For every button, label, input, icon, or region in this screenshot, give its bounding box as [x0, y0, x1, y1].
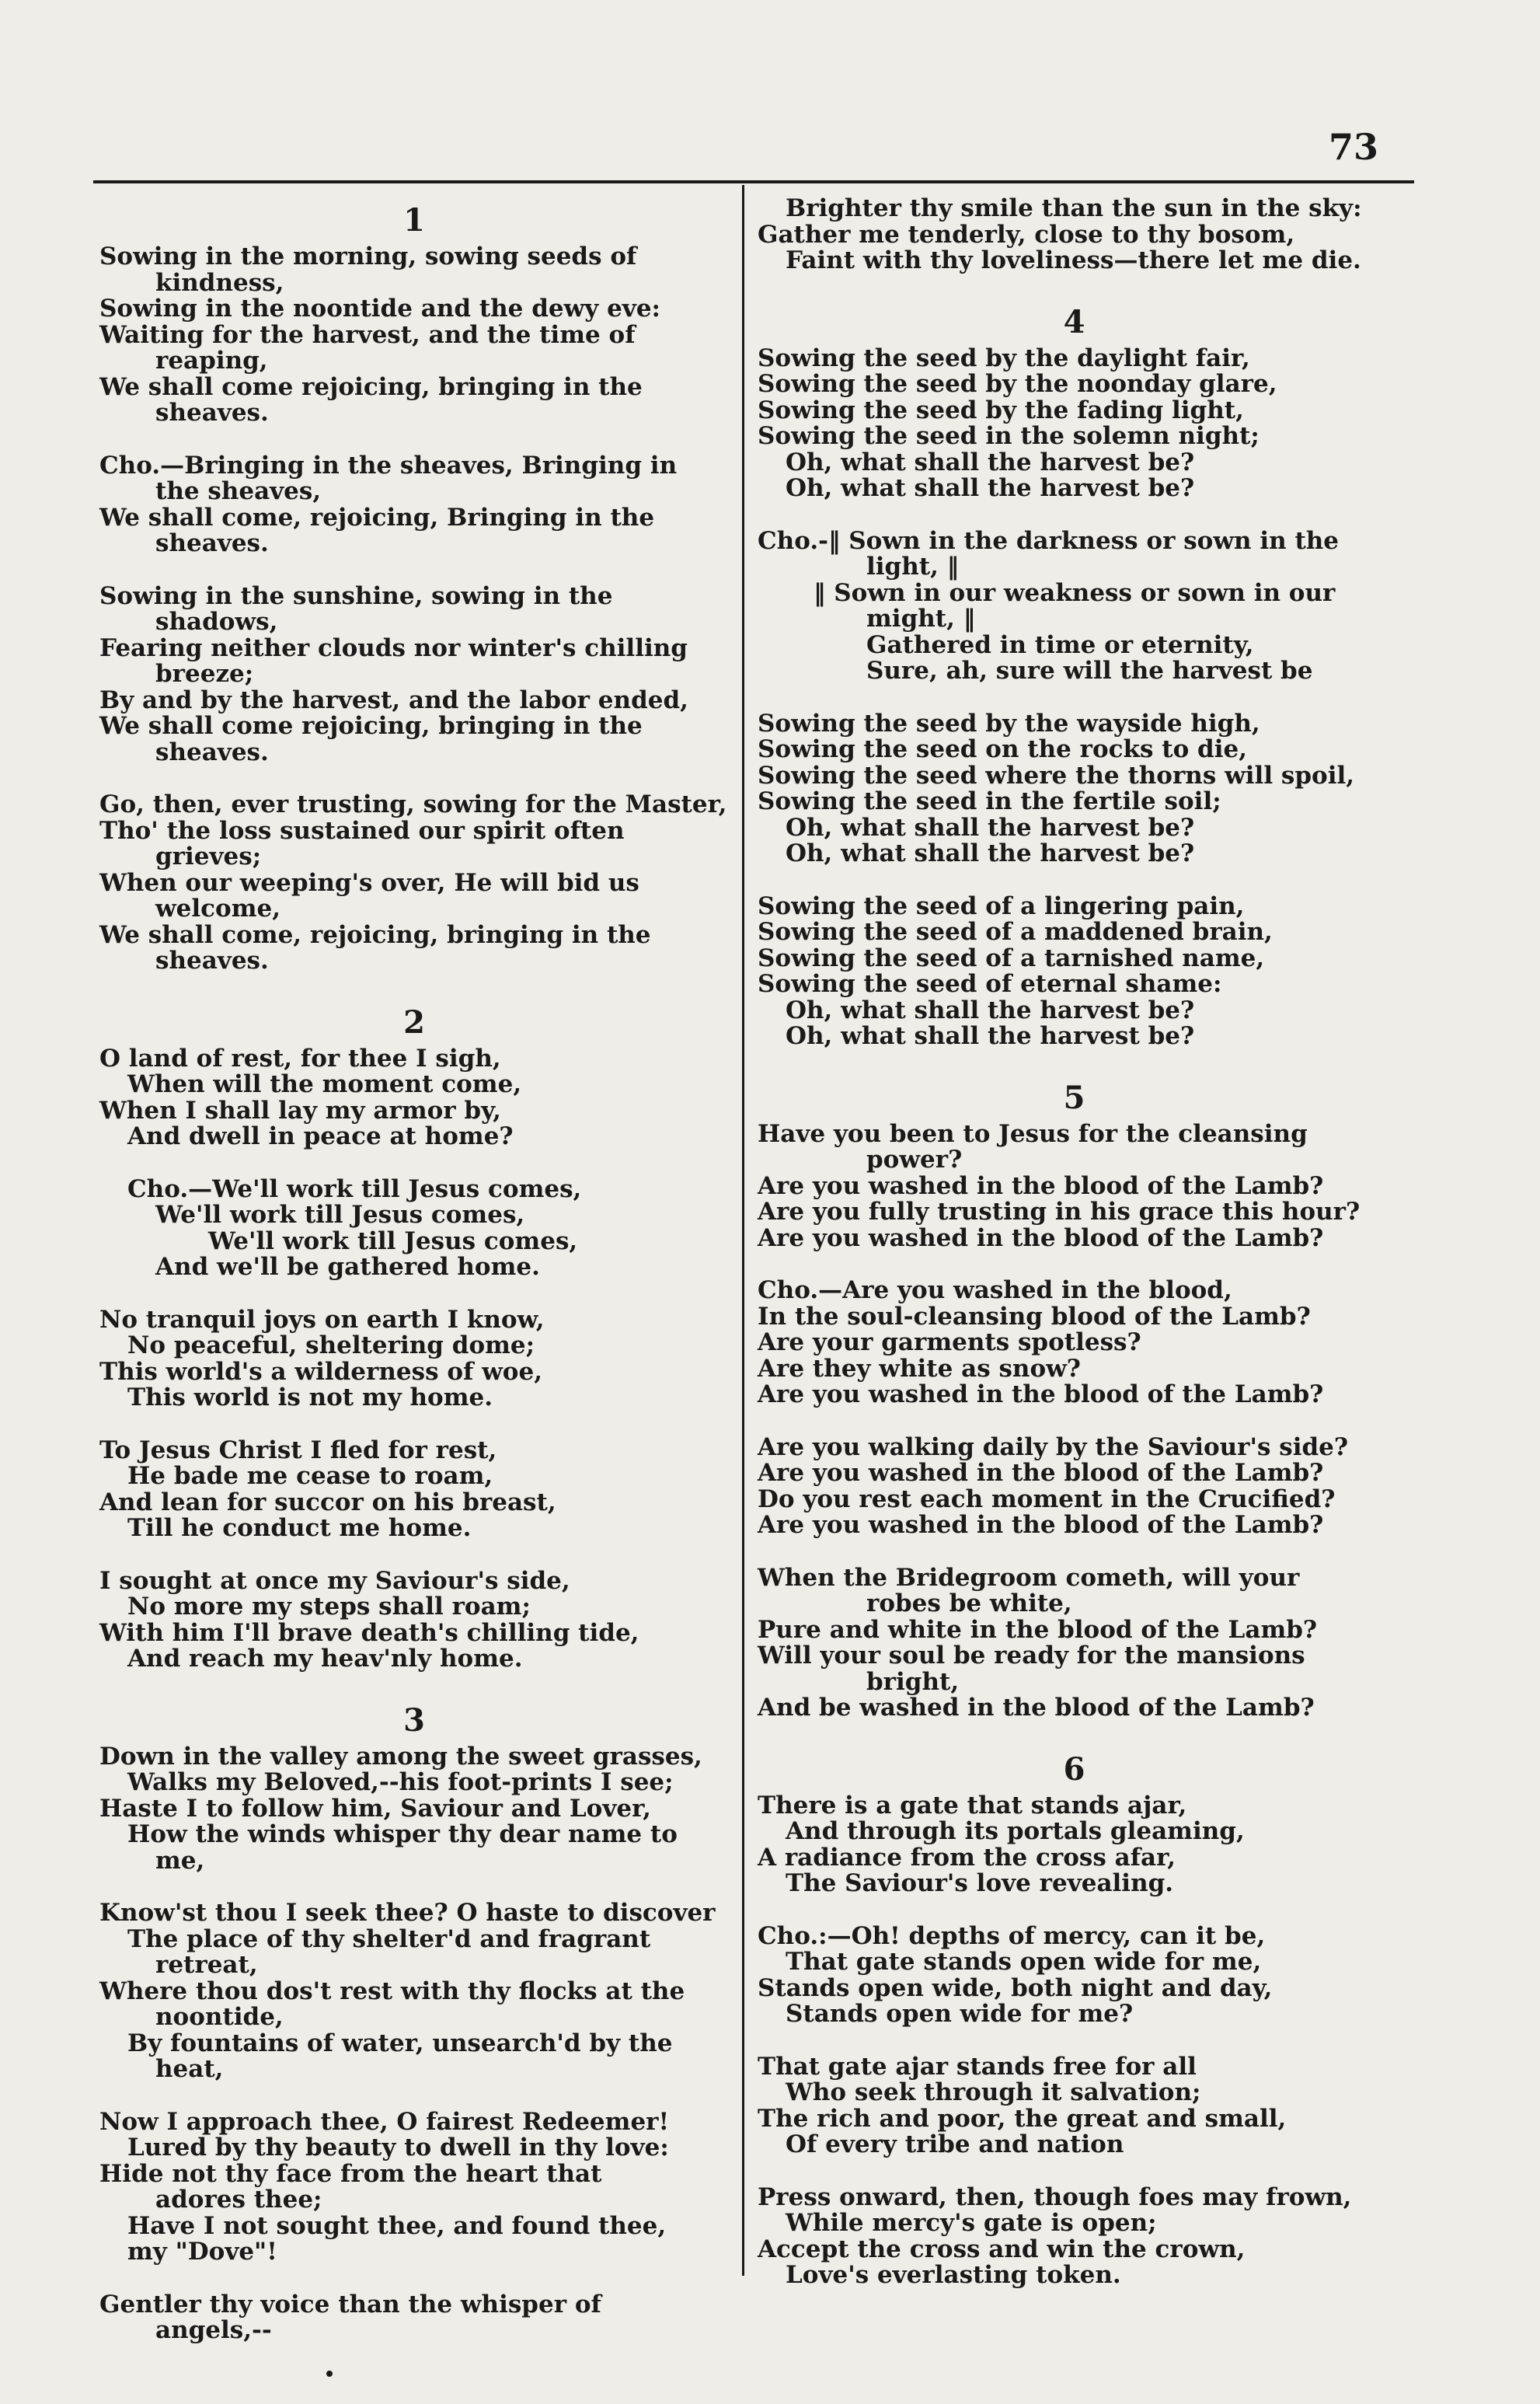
verse-line: Sowing the seed of a lingering pain,	[758, 891, 1245, 920]
stanza	[758, 2182, 1391, 2289]
verse-line: Gather me tenderly, close to thy bosom,	[758, 220, 1295, 249]
verse-line: And we'll be gathered home.	[155, 1253, 540, 1281]
verse-line: We shall come rejoicing, bringing in the	[99, 372, 643, 401]
verse-line: We'll work till Jesus comes,	[155, 1201, 525, 1229]
verse-line: When will the moment come,	[127, 1070, 522, 1098]
verse-line: I sought at once my Saviour's side,	[99, 1566, 570, 1595]
stanza	[758, 1119, 1391, 1252]
verse-line: Are you washed in the blood of the Lamb?	[758, 1459, 1324, 1487]
verse-line: Oh, what shall the harvest be?	[786, 996, 1195, 1024]
verse-line: With him I'll brave death's chilling tide,	[99, 1618, 639, 1647]
stanza	[758, 711, 1391, 867]
verse-line: While mercy's gate is open;	[786, 2209, 1157, 2237]
verse-line: We shall come, rejoicing, bringing in the	[99, 920, 651, 949]
verse-line: heat,	[155, 2055, 224, 2083]
verse-line: Are you washed in the blood of the Lamb?	[758, 1380, 1324, 1408]
verse-line: Go, then, ever trusting, sowing for the Master,	[99, 790, 727, 818]
stanza	[758, 196, 1391, 274]
verse-line: sheaves.	[155, 738, 269, 766]
stanza	[758, 1921, 1391, 2028]
stanza	[758, 1565, 1391, 1722]
verse-line: Sowing the seed on the rocks to die,	[758, 735, 1248, 763]
verse-line: Of every tribe and nation	[786, 2130, 1124, 2158]
stanza	[99, 1568, 729, 1673]
verse-line: And lean for succor on his breast,	[99, 1488, 556, 1516]
stanza	[99, 1307, 729, 1411]
verse-line: Sowing in the noontide and the dewy eve:	[99, 295, 660, 323]
verse-line: Will your soul be ready for the mansions	[758, 1642, 1305, 1670]
verse-line: By fountains of water, unsearch'd by the	[127, 2029, 673, 2057]
hymn-number: 3	[403, 1701, 425, 1739]
verse-line: Gentler thy voice than the whisper of	[99, 2290, 601, 2319]
verse-line: To Jesus Christ I fled for rest,	[99, 1436, 497, 1464]
verse-line: breeze;	[155, 660, 254, 688]
verse-line: Waiting for the harvest, and the time of	[99, 320, 636, 349]
verse-line: my "Dove"!	[127, 2238, 277, 2266]
verse-line: light, ‖	[866, 553, 960, 581]
verse-line: Are you washed in the blood of the Lamb?	[758, 1223, 1324, 1252]
verse-line: Oh, what shall the harvest be?	[786, 813, 1195, 842]
verse-line: Sowing the seed of eternal shame:	[758, 970, 1222, 998]
stanza	[99, 1046, 729, 1150]
verse-line: By and by the harvest, and the labor ended,	[99, 686, 688, 714]
verse-line: Gathered in time or eternity,	[866, 630, 1254, 659]
verse-line: sheaves.	[155, 399, 269, 427]
verse-line: power?	[866, 1146, 963, 1174]
verse-line: And be washed in the blood of the Lamb?	[758, 1694, 1315, 1722]
verse-line: Sowing the seed of a maddened brain,	[758, 918, 1273, 946]
hymn-number: 1	[403, 202, 425, 239]
verse-line: Cho.—We'll work till Jesus comes,	[127, 1174, 582, 1203]
verse-line: And dwell in peace at home?	[127, 1122, 514, 1150]
verse-line: How the winds whisper thy dear name to	[127, 1820, 678, 1848]
verse-line: And reach my heav'nly home.	[127, 1645, 523, 1673]
stanza	[758, 1278, 1391, 1408]
stanza	[758, 1793, 1391, 1897]
verse-line: Sowing the seed by the daylight fair,	[758, 344, 1250, 372]
verse-line: Sowing the seed of a tarnished name,	[758, 944, 1265, 972]
verse-line: Sowing the seed in the fertile soil;	[758, 787, 1221, 815]
verse-line: Are you washed in the blood of the Lamb?	[758, 1171, 1324, 1200]
verse-line: No peaceful, sheltering dome;	[127, 1331, 535, 1359]
verse-line: Are you fully trusting in his grace this hour?	[758, 1198, 1361, 1226]
verse-line: Fearing neither clouds nor winter's chilling	[99, 633, 688, 662]
verse-line: The Saviour's love revealing.	[786, 1869, 1174, 1897]
hymn-number: 4	[1063, 303, 1085, 340]
verse-line: Cho.—Bringing in the sheaves, Bringing in	[99, 451, 678, 480]
verse-line: Brighter thy smile than the sun in the sky:	[786, 194, 1362, 222]
verse-line: When our weeping's over, He will bid us	[99, 868, 639, 897]
verse-line: Sowing the seed in the solemn night;	[758, 422, 1260, 450]
verse-line: This world's a wilderness of woe,	[99, 1357, 543, 1386]
hymn-number: 6	[1063, 1750, 1085, 1788]
verse-line: angels,--	[155, 2316, 272, 2344]
ink-speck	[326, 2371, 333, 2377]
verse-line: When I shall lay my armor by,	[99, 1096, 501, 1125]
verse-line: When the Bridegroom cometh, will your	[758, 1563, 1300, 1592]
hymn-number: 2	[403, 1003, 425, 1041]
right-column	[758, 196, 1391, 2315]
verse-line: noontide,	[155, 2003, 284, 2031]
left-column	[99, 196, 729, 2371]
verse-line: welcome,	[155, 895, 281, 923]
stanza	[99, 2109, 729, 2266]
verse-line: Down in the valley among the sweet grasses,	[99, 1742, 702, 1771]
stanza	[99, 1900, 729, 2083]
verse-line: Know'st thou I seek thee? O haste to discover	[99, 1899, 716, 1927]
stanza	[99, 244, 729, 427]
verse-line: Where thou dos't rest with thy flocks at the	[99, 1977, 685, 2005]
stanza	[758, 2054, 1391, 2158]
verse-line: Walks my Beloved,--his foot-prints I see;	[127, 1768, 674, 1796]
verse-line: Who seek through it salvation;	[786, 2078, 1201, 2106]
stanza	[758, 891, 1391, 1050]
stanza	[758, 526, 1391, 685]
verse-line: Stands open wide for me?	[786, 2000, 1134, 2028]
verse-line: Faint with thy loveliness—there let me die.	[786, 246, 1361, 274]
verse-line: Now I approach thee, O fairest Redeemer!	[99, 2107, 670, 2136]
stanza	[99, 792, 729, 975]
verse-line: Love's everlasting token.	[786, 2261, 1121, 2289]
verse-line: Have you been to Jesus for the cleansing	[758, 1119, 1308, 1148]
verse-line: sheaves.	[155, 529, 269, 557]
verse-line: Oh, what shall the harvest be?	[786, 1022, 1195, 1050]
verse-line: The place of thy shelter'd and fragrant	[127, 1924, 651, 1953]
verse-line: Oh, what shall the harvest be?	[786, 448, 1195, 476]
column-divider	[742, 185, 744, 2276]
verse-line: Press onward, then, though foes may frown,	[758, 2182, 1352, 2211]
verse-line: Tho' the loss sustained our spirit often	[99, 816, 625, 845]
verse-line: kindness,	[155, 268, 284, 297]
verse-line: And through its portals gleaming,	[786, 1817, 1245, 1845]
verse-line: This world is not my home.	[127, 1383, 493, 1411]
verse-line: Cho.:—Oh! depths of mercy, can it be,	[758, 1921, 1266, 1950]
header-rule	[93, 180, 1414, 183]
verse-line: We'll work till Jesus comes,	[208, 1226, 578, 1255]
verse-line: bright,	[866, 1667, 960, 1696]
verse-line: me,	[155, 1846, 205, 1875]
verse-line: Haste I to follow him, Saviour and Lover,	[99, 1794, 651, 1823]
verse-line: No tranquil joys on earth I know,	[99, 1305, 545, 1334]
verse-line: reaping,	[155, 347, 268, 375]
verse-line: That gate stands open wide for me,	[786, 1948, 1262, 1976]
stanza	[99, 453, 729, 557]
verse-line: Are they white as snow?	[758, 1354, 1081, 1383]
verse-line: Hide not thy face from the heart that	[99, 2159, 602, 2188]
verse-line: Lured by thy beauty to dwell in thy love:	[127, 2134, 669, 2162]
verse-line: the sheaves,	[155, 477, 322, 505]
verse-line: Sowing the seed where the thorns will spoil,	[758, 761, 1355, 790]
verse-line: We shall come rejoicing, bringing in the	[99, 712, 643, 740]
verse-line: retreat,	[155, 1951, 258, 1979]
stanza	[99, 1174, 729, 1281]
verse-line: Stands open wide, both night and day,	[758, 1973, 1273, 2002]
verse-line: Sowing in the morning, sowing seeds of	[99, 242, 637, 270]
verse-line: There is a gate that stands ajar,	[758, 1791, 1187, 1820]
verse-line: might, ‖	[866, 605, 976, 633]
verse-line: sheaves.	[155, 947, 269, 975]
verse-line: Sowing the seed by the wayside high,	[758, 709, 1260, 738]
verse-line: Cho.-‖ Sown in the darkness or sown in the	[758, 526, 1340, 555]
verse-line: Are you walking daily by the Saviour's side?	[758, 1432, 1349, 1461]
verse-line: grieves;	[155, 843, 262, 871]
verse-line: No more my steps shall roam;	[127, 1593, 531, 1621]
verse-line: That gate ajar stands free for all	[758, 2052, 1197, 2081]
verse-line: Sowing the seed by the fading light,	[758, 396, 1244, 424]
verse-line: ‖ Sown in our weakness or sown in our	[814, 578, 1336, 607]
verse-line: Sowing in the sunshine, sowing in the	[99, 581, 613, 610]
page-number: 73	[1329, 126, 1379, 168]
verse-line: shadows,	[155, 608, 278, 636]
stanza	[99, 2292, 729, 2344]
verse-line: A radiance from the cross afar,	[758, 1843, 1176, 1872]
verse-line: The rich and poor, the great and small,	[758, 2104, 1287, 2133]
verse-line: Do you rest each moment in the Crucified?	[758, 1485, 1336, 1513]
verse-line: Oh, what shall the harvest be?	[786, 839, 1195, 867]
verse-line: Sowing the seed by the noonday glare,	[758, 370, 1277, 398]
verse-line: Cho.—Are you washed in the blood,	[758, 1276, 1232, 1304]
verse-line: Sure, ah, sure will the harvest be	[866, 657, 1313, 685]
verse-line: Are your garments spotless?	[758, 1328, 1141, 1356]
verse-line: We shall come, rejoicing, Bringing in the	[99, 503, 655, 532]
stanza	[99, 1438, 729, 1542]
verse-line: Have I not sought thee, and found thee,	[127, 2211, 667, 2240]
stanza	[758, 346, 1391, 502]
stanza	[99, 1744, 729, 1875]
stanza	[99, 581, 729, 766]
verse-line: Pure and white in the blood of the Lamb?	[758, 1615, 1318, 1644]
hymn-number: 5	[1063, 1079, 1085, 1116]
verse-line: Are you washed in the blood of the Lamb?	[758, 1511, 1324, 1539]
stanza	[758, 1432, 1391, 1539]
verse-line: O land of rest, for thee I sigh,	[99, 1044, 501, 1073]
verse-line: Till he conduct me home.	[127, 1514, 472, 1542]
verse-line: Oh, what shall the harvest be?	[786, 474, 1195, 502]
verse-line: robes be white,	[866, 1589, 1072, 1617]
verse-line: In the soul-cleansing blood of the Lamb?	[758, 1302, 1311, 1331]
verse-line: Accept the cross and win the crown,	[758, 2235, 1246, 2263]
verse-line: He bade me cease to roam,	[127, 1462, 493, 1490]
verse-line: adores thee;	[155, 2186, 322, 2214]
